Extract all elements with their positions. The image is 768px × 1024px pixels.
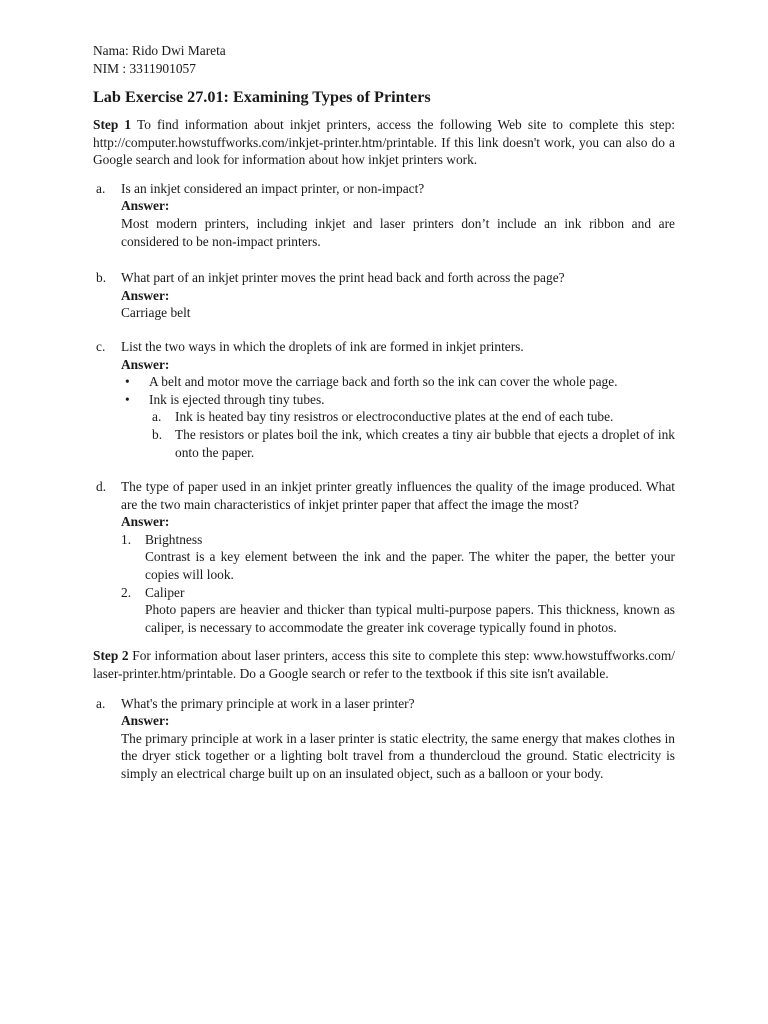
answer-text: Most modern printers, including inkjet and laser printers don’t include an ink ribbon and are considered to be non-impact printers.	[121, 215, 675, 249]
question-1b	[93, 269, 675, 322]
step-2-label: Step 2	[93, 648, 129, 664]
document-page	[93, 42, 675, 783]
answer-text: Carriage belt	[121, 305, 191, 321]
item-text: Contrast is a key element between the ink and the paper. The whiter the paper, the better your copies will look.	[145, 549, 675, 583]
answer-sub-item: b. The resistors or plates boil the ink, which creates a tiny air bubble that ejects a droplet of ink onto the paper.	[152, 426, 675, 460]
question-marker: d.	[96, 479, 107, 495]
answer-numbered-item: 1. Brightness Contrast is a key element between the ink and the paper. The whiter the paper, the better your copies will look.	[121, 531, 675, 583]
student-name: Nama: Rido Dwi Mareta	[93, 43, 226, 58]
item-text: Photo papers are heavier and thicker than typical multi-purpose papers. This thickness, known as caliper, is necessary to accommodate the greater ink coverage typically found in photos.	[145, 602, 675, 635]
answer-sub-item: a. Ink is heated bay tiny resistros or electroconductive plates at the end of each tube.	[152, 409, 614, 425]
answer-bullet: • A belt and motor move the carriage back and forth so the ink can cover the whole page.	[125, 374, 618, 390]
question-1d	[93, 478, 675, 636]
question-marker: c.	[96, 338, 106, 354]
student-nim: NIM : 3311901057	[93, 60, 196, 76]
question-text: What's the primary principle at work in a laser printer?	[121, 695, 415, 711]
step-2-text: For information about laser printers, access this site to complete this step: www.howstuffworks.com/ laser-printer.htm/printable. Do a Google search or refer to the textbook if this site isn't available.	[93, 648, 675, 682]
answer-label: Answer:	[121, 356, 170, 372]
question-marker: a.	[96, 180, 106, 196]
question-text: Is an inkjet considered an impact printer, or non-impact?	[121, 180, 425, 196]
step-1-label: Step 1	[93, 117, 132, 132]
step-2-intro	[93, 647, 675, 682]
step-1-text: To find information about inkjet printers, access the following Web site to complete this step: http://computer.howstuffworks.com/inkjet-printer.htm/printable. If this link doesn't work, you can also do a Google search and look for information about how inkjet printers work.	[93, 117, 676, 168]
answer-bullet-list	[121, 373, 675, 461]
question-marker: a.	[96, 695, 106, 711]
question-1a	[93, 180, 675, 250]
item-heading: Caliper	[145, 584, 185, 600]
question-1c	[93, 338, 675, 461]
answer-text: The primary principle at work in a laser printer is static electrity, the same energy that makes clothes in the dryer stick together or a lighting bolt travel from a thundercloud the ground. Static electricity is simply an electrical charge built up on an insulated object, such as a balloon or your body.	[121, 730, 675, 781]
question-text: List the two ways in which the droplets of ink are formed in inkjet printers.	[121, 338, 524, 354]
answer-label: Answer:	[121, 713, 170, 729]
step-1-intro	[93, 116, 675, 169]
question-marker: b.	[96, 270, 107, 286]
answer-numbered-item: 2. Caliper Photo papers are heavier and thicker than typical multi-purpose papers. This thickness, known as caliper, is necessary to accommodate the greater ink coverage typically found in photos.	[121, 584, 675, 635]
question-text: The type of paper used in an inkjet printer greatly influences the quality of the image produced. What are the two main characteristics of inkjet printer paper that affect the image the most?	[121, 479, 675, 512]
answer-label: Answer:	[121, 514, 170, 530]
bullet-icon: •	[125, 391, 130, 407]
item-heading: Brightness	[145, 531, 203, 547]
question-text: What part of an inkjet printer moves the print head back and forth across the page?	[121, 270, 565, 286]
question-2a	[93, 695, 675, 783]
answer-bullet: • Ink is ejected through tiny tubes.	[125, 391, 325, 407]
answer-label: Answer:	[121, 198, 170, 214]
bullet-icon: •	[125, 374, 130, 390]
answer-label: Answer:	[121, 287, 170, 303]
page-title: Lab Exercise 27.01: Examining Types of Printers	[93, 88, 431, 106]
